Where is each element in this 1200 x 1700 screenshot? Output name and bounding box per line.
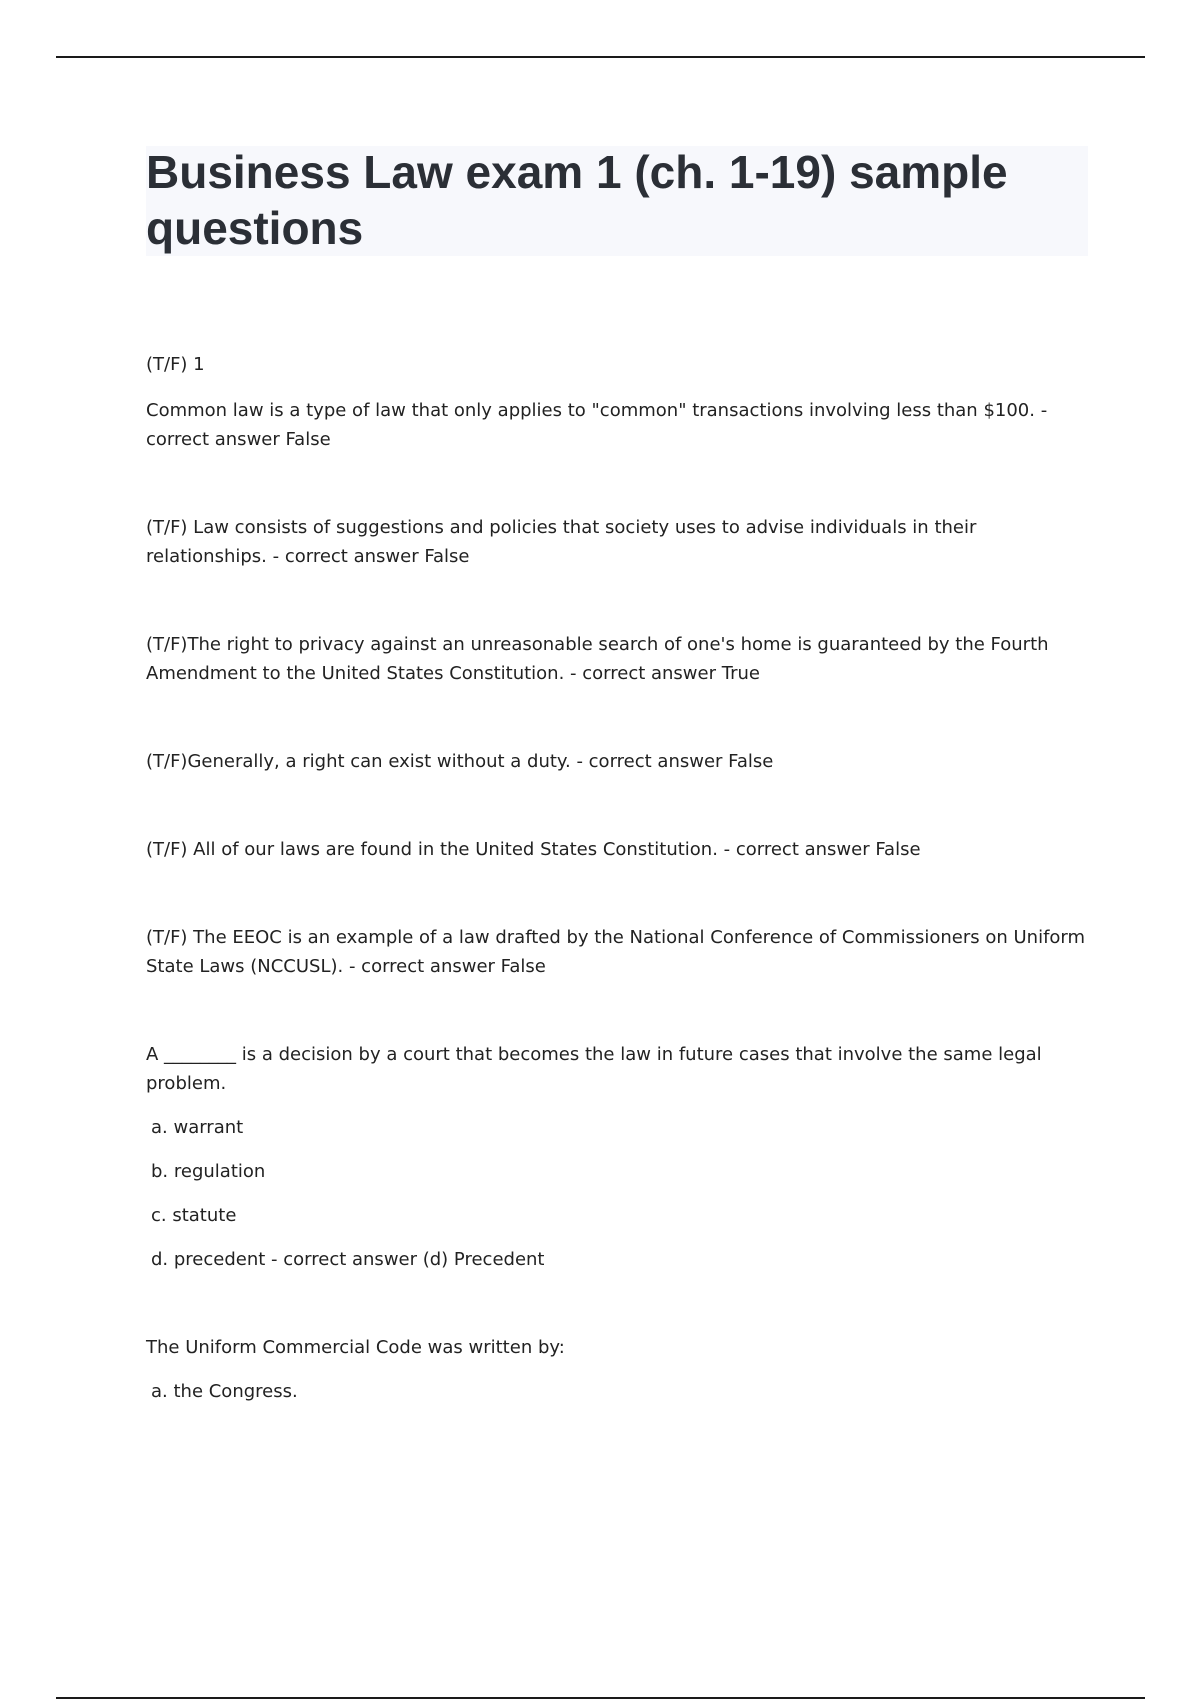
- question-7-choice-c: c. statute: [151, 1205, 237, 1226]
- document-body: [146, 350, 1096, 1406]
- question-6-text: (T/F) The EEOC is an example of a law drafted by the National Conference of Commissioners on Uniform State Laws (NCCUSL). - correct answer False: [146, 927, 1086, 977]
- question-7-text: A ________ is a decision by a court that becomes the law in future cases that involve the same legal problem.: [146, 1044, 1042, 1094]
- bottom-rule: [56, 1697, 1145, 1699]
- top-rule: [56, 56, 1145, 58]
- question-1-text: Common law is a type of law that only applies to "common" transactions involving less than $100. - correct answer False: [146, 400, 1048, 450]
- question-8-text: The Uniform Commercial Code was written by:: [146, 1337, 565, 1358]
- question-2-text: (T/F) Law consists of suggestions and policies that society uses to advise individuals in their relationships. - correct answer False: [146, 517, 977, 567]
- question-7-choice-b: b. regulation: [151, 1161, 266, 1182]
- question-3-text: (T/F)The right to privacy against an unreasonable search of one's home is guaranteed by the Fourth Amendment to the United States Constitution. - correct answer True: [146, 634, 1049, 684]
- question-7-choice-d: d. precedent - correct answer (d) Precedent: [151, 1249, 545, 1270]
- question-1-heading: (T/F) 1: [146, 354, 205, 375]
- question-8-choice-a: a. the Congress.: [151, 1381, 298, 1402]
- question-7-choice-a: a. warrant: [151, 1117, 244, 1138]
- document-title: Business Law exam 1 (ch. 1-19) sample questions: [146, 146, 1008, 254]
- question-4-text: (T/F)Generally, a right can exist without a duty. - correct answer False: [146, 751, 774, 772]
- question-5-text: (T/F) All of our laws are found in the United States Constitution. - correct answer False: [146, 839, 921, 860]
